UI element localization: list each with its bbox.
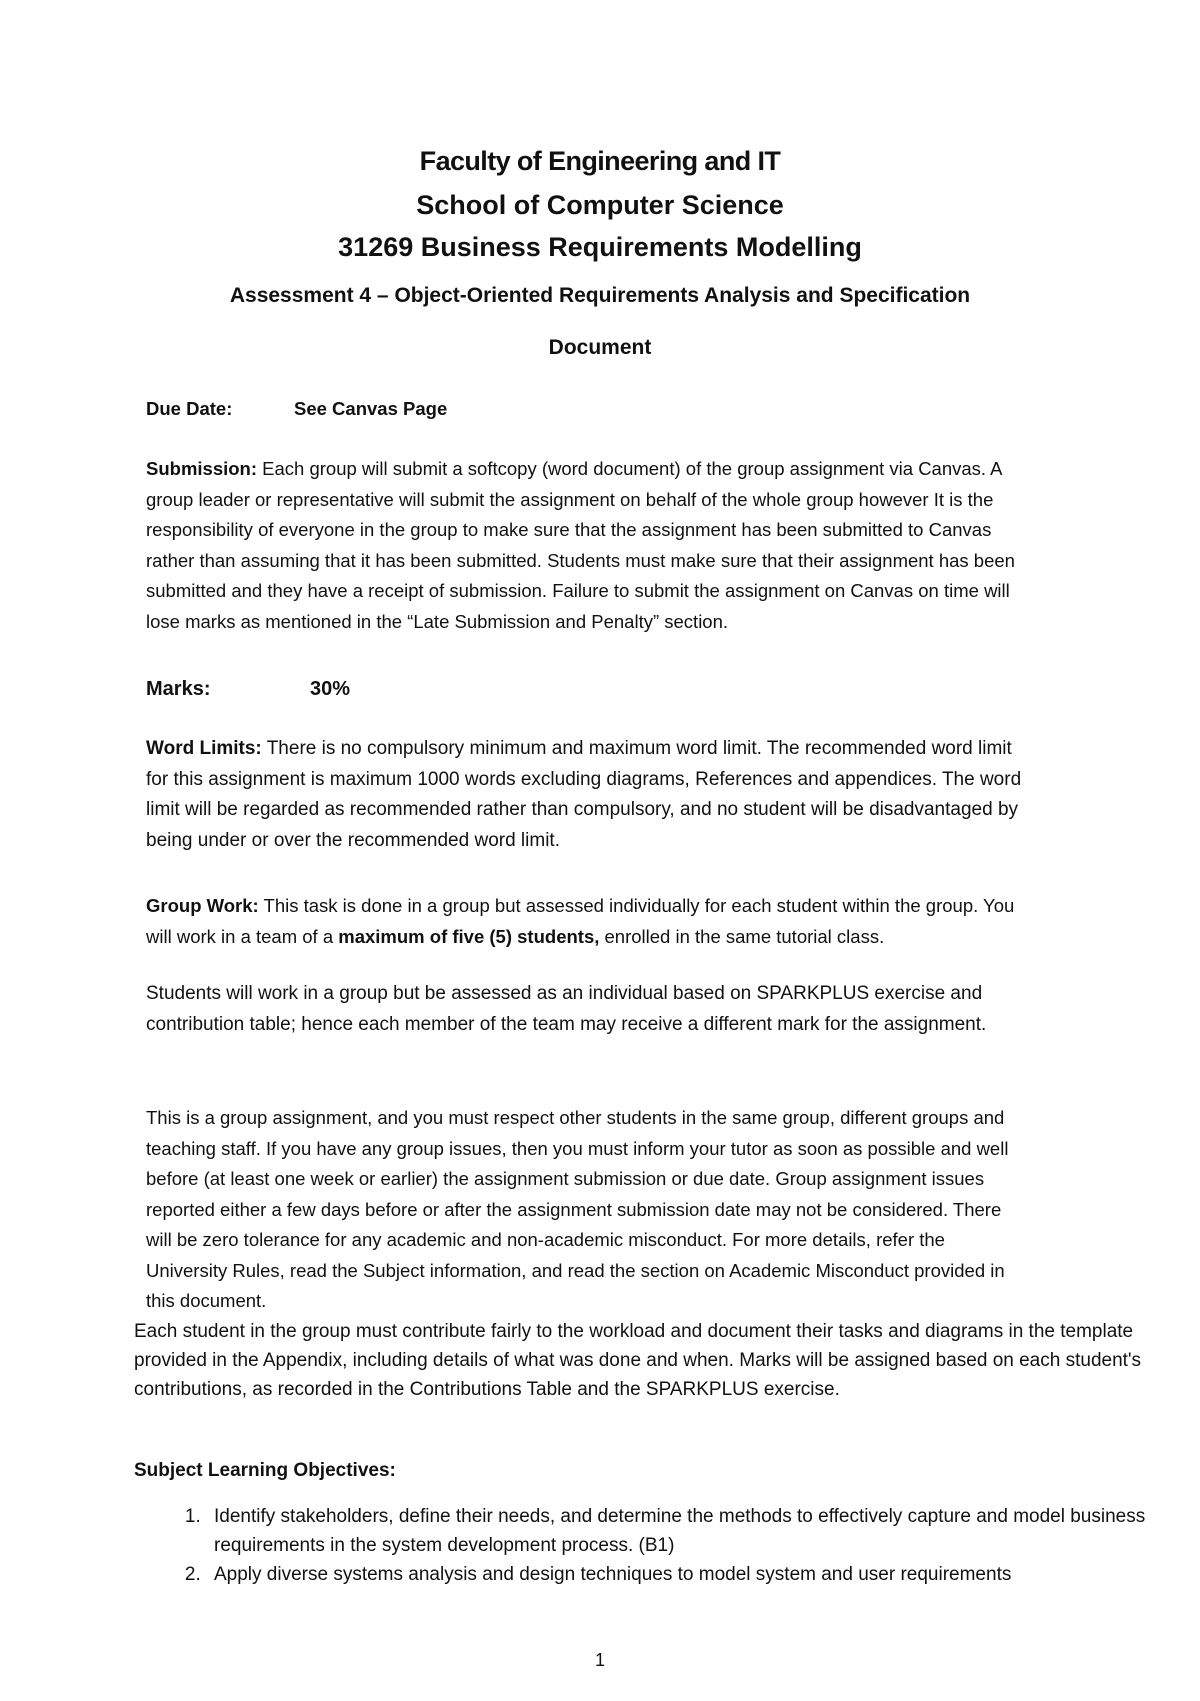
word-limits-label: Word Limits: [146, 738, 262, 759]
marks-label: Marks: [146, 678, 211, 700]
group-work-paragraph [146, 891, 1026, 952]
due-date-label: Due Date: [146, 398, 233, 419]
group-work-label: Group Work: [146, 895, 259, 916]
submission-label: Submission: [146, 458, 258, 479]
due-date-value: See Canvas Page [294, 398, 448, 419]
submission-paragraph [146, 454, 1026, 637]
list-item: 1. Identify stakeholders, define their needs, and determine the methods to effectively capture and model business requirements in the system development process. (B1) [206, 1502, 1200, 1560]
list-item: 2. Apply diverse systems analysis and design techniques to model system and user requirements [206, 1560, 1200, 1589]
subject-title: 31269 Business Requirements Modelling [338, 232, 862, 262]
group-conduct-paragraph [146, 1103, 1026, 1317]
objectives-heading: Subject Learning Objectives: [134, 1460, 396, 1481]
submission-text: Each group will submit a softcopy (word document) of the group assignment via Canvas. A group leader or representative will submit the assignment on behalf of the whole group however It is the responsibility of everyone in the group to make sure that the assignment has been submitted to Canvas rather than assuming that it has been submitted. Students must make sure that their assignment has been submitted and they have a receipt of submission. Failure to submit the assignment on Canvas on time will lose marks as mentioned in the “Late Submission and Penalty” section. [146, 458, 1015, 632]
group-conduct-text: This is a group assignment, and you must respect other students in the same group, different groups and teaching staff. If you have any group issues, then you must inform your tutor as soon as possible and well before (at least one week or earlier) the assignment submission or due date. Group assignment issues reported either a few days before or after the assignment submission date may not be considered. There will be zero tolerance for any academic and non-academic misconduct. For more details, refer the University Rules, read the Subject information, and read the section on Academic Misconduct provided in this document. [146, 1107, 1009, 1311]
due-date-row [146, 394, 1026, 425]
faculty-title: Faculty of Engineering and IT [419, 146, 781, 176]
objectives-list [134, 1502, 1200, 1589]
assessment-title: Assessment 4 – Object-Oriented Requirements Analysis and Specification [229, 284, 971, 307]
marks-value: 30% [310, 678, 351, 700]
group-work-text-end: enrolled in the same tutorial class. [599, 925, 885, 947]
school-title: School of Computer Science [416, 190, 784, 220]
group-size-emphasis: maximum of five (5) students, [338, 925, 600, 947]
group-work-text: This task is done in a group but assessed individually for each student within the group. You will work in a team of a [146, 895, 1015, 947]
word-limits-text: There is no compulsory minimum and maximum word limit. The recommended word limit for this assignment is maximum 1000 words excluding diagrams, References and appendices. The word limit will be regarded as recommended rather than compulsory, and no student will be disadvantaged by being under or over the recommended word limit. [146, 738, 1022, 851]
page-number: 1 [594, 1650, 605, 1670]
marks-row [146, 674, 1026, 705]
assessment-title-cont: Document [548, 336, 652, 359]
individual-assessment-text: Students will work in a group but be assessed as an individual based on SPARKPLUS exercise and contribution table; hence each member of the team may receive a different mark for the assignment. [146, 983, 987, 1035]
contribution-paragraph [134, 1317, 1144, 1404]
individual-assessment-paragraph [146, 979, 1026, 1040]
contribution-text: Each student in the group must contribute fairly to the workload and document their tasks and diagrams in the template provided in the Appendix, including details of what was done and when. Marks will be assigned based on each student's contributions, as recorded in the Contributions Table and the SPARKPLUS exercise. [134, 1321, 1142, 1400]
word-limits-paragraph [146, 734, 1026, 856]
